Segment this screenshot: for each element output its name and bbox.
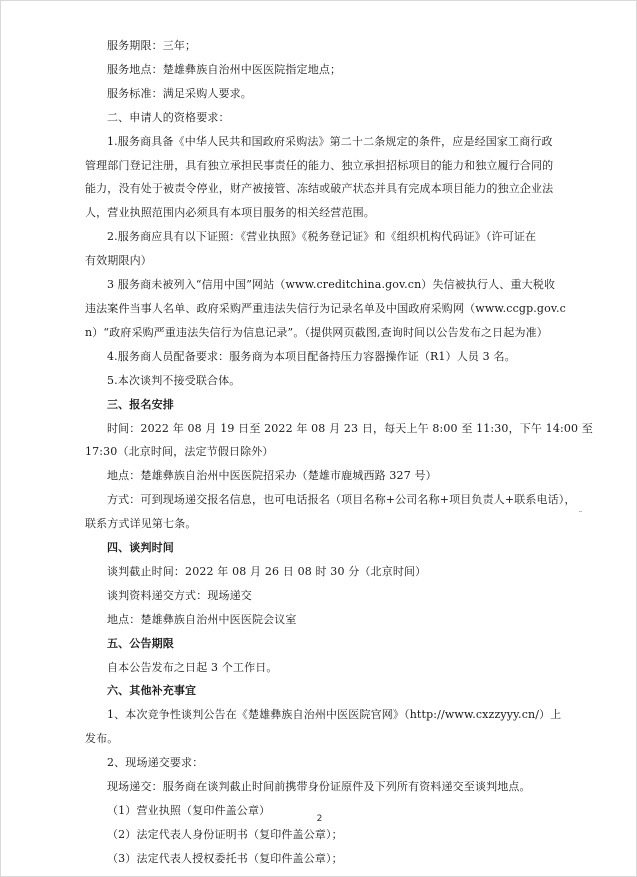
- text-line: 能力，没有处于被责令停业，财产被接管、冻结或破产状态并具有完成本项目能力的独立企业法: [85, 182, 554, 196]
- text-line: 现场递交：服务商在谈判截止时间前携带身份证原件及下列所有资料递交至谈判地点。: [107, 780, 531, 794]
- text-line: 方式：可到现场递交报名信息，也可电话报名（项目名称+公司名称+项目负责人+联系电话），: [107, 493, 576, 507]
- section-heading: 五、公告期限: [107, 636, 174, 650]
- text-line: 2、现场递交要求：: [107, 756, 204, 770]
- scan-mark: [579, 511, 582, 512]
- text-line: 服务地点：楚雄彝族自治州中医医院指定地点；: [107, 62, 342, 76]
- text-line: 17:30（北京时间，法定节假日除外）: [85, 445, 274, 459]
- text-line: 人，营业执照范围内必须具有本项目服务的相关经营范围。: [85, 206, 375, 220]
- text-line: 时间：2022 年 08 月 19 日至 2022 年 08 月 23 日，每天上午 8:00 至 11:30，下午 14:00 至: [107, 421, 593, 435]
- text-line: 3 服务商未被列入“信用中国”网站（www.creditchina.gov.cn）失信被执行人、重大税收: [107, 278, 556, 292]
- page-number: 2: [316, 814, 323, 824]
- text-line: 有效期限内）: [85, 254, 152, 268]
- text-line: 发布。: [85, 732, 119, 746]
- section-heading: 六、其他补充事宜: [107, 684, 197, 698]
- text-line: 2.服务商应具有以下证照：《营业执照》《税务登记证》和《组织机构代码证》（许可证在: [107, 230, 537, 244]
- text-line: 1、本次竞争性谈判公告在《楚雄彝族自治州中医医院官网》（http://www.cxzzyyy.cn/）上: [107, 708, 562, 722]
- text-line: 谈判资料递交方式：现场递交: [107, 588, 252, 602]
- text-line: n）“政府采购严重违法失信行为信息记录”。（提供网页截图,查询时间以公告发布之日起为准）: [85, 325, 548, 339]
- document-body: [85, 34, 593, 871]
- text-line: 二、申请人的资格要求：: [107, 110, 230, 124]
- text-line: （2）法定代表人身份证明书（复印件盖公章）；: [107, 827, 343, 841]
- text-line: 1.服务商具备《中华人民共和国政府采购法》第二十二条规定的条件，应是经国家工商行政: [107, 134, 553, 148]
- text-line: 谈判截止时间：2022 年 08 月 26 日 08 时 30 分（北京时间）: [107, 564, 427, 578]
- text-line: 4.服务商人员配备要求：服务商为本项目配备持压力容器操作证（R1）人员 3 名。: [107, 349, 516, 363]
- text-line: （3）法定代表人授权委托书（复印件盖公章）；: [107, 851, 343, 865]
- text-line: （1）营业执照（复印件盖公章）: [107, 804, 271, 817]
- section-heading: 三、报名安排: [107, 397, 174, 411]
- text-line: 服务标准：满足采购人要求。: [107, 86, 252, 100]
- text-line: 5.本次谈判不接受联合体。: [107, 373, 241, 387]
- text-line: 管理部门登记注册，具有独立承担民事责任的能力、独立承担招标项目的能力和独立履行合同的: [85, 158, 554, 172]
- text-line: 地点：楚雄彝族自治州中医医院会议室: [107, 612, 297, 626]
- text-line: 违法案件当事人名单、政府采购严重违法失信行为记录名单及中国政府采购网（www.ccgp.gov.c: [85, 301, 566, 315]
- text-line: 地点：楚雄彝族自治州中医医院招采办（楚雄市鹿城西路 327 号）: [107, 469, 437, 483]
- section-heading: 四、谈判时间: [107, 541, 174, 555]
- text-line: 联系方式详见第七条。: [85, 517, 197, 531]
- text-line: 自本公告发布之日起 3 个工作日。: [107, 660, 278, 674]
- text-line: 服务期限：三年；: [107, 39, 197, 52]
